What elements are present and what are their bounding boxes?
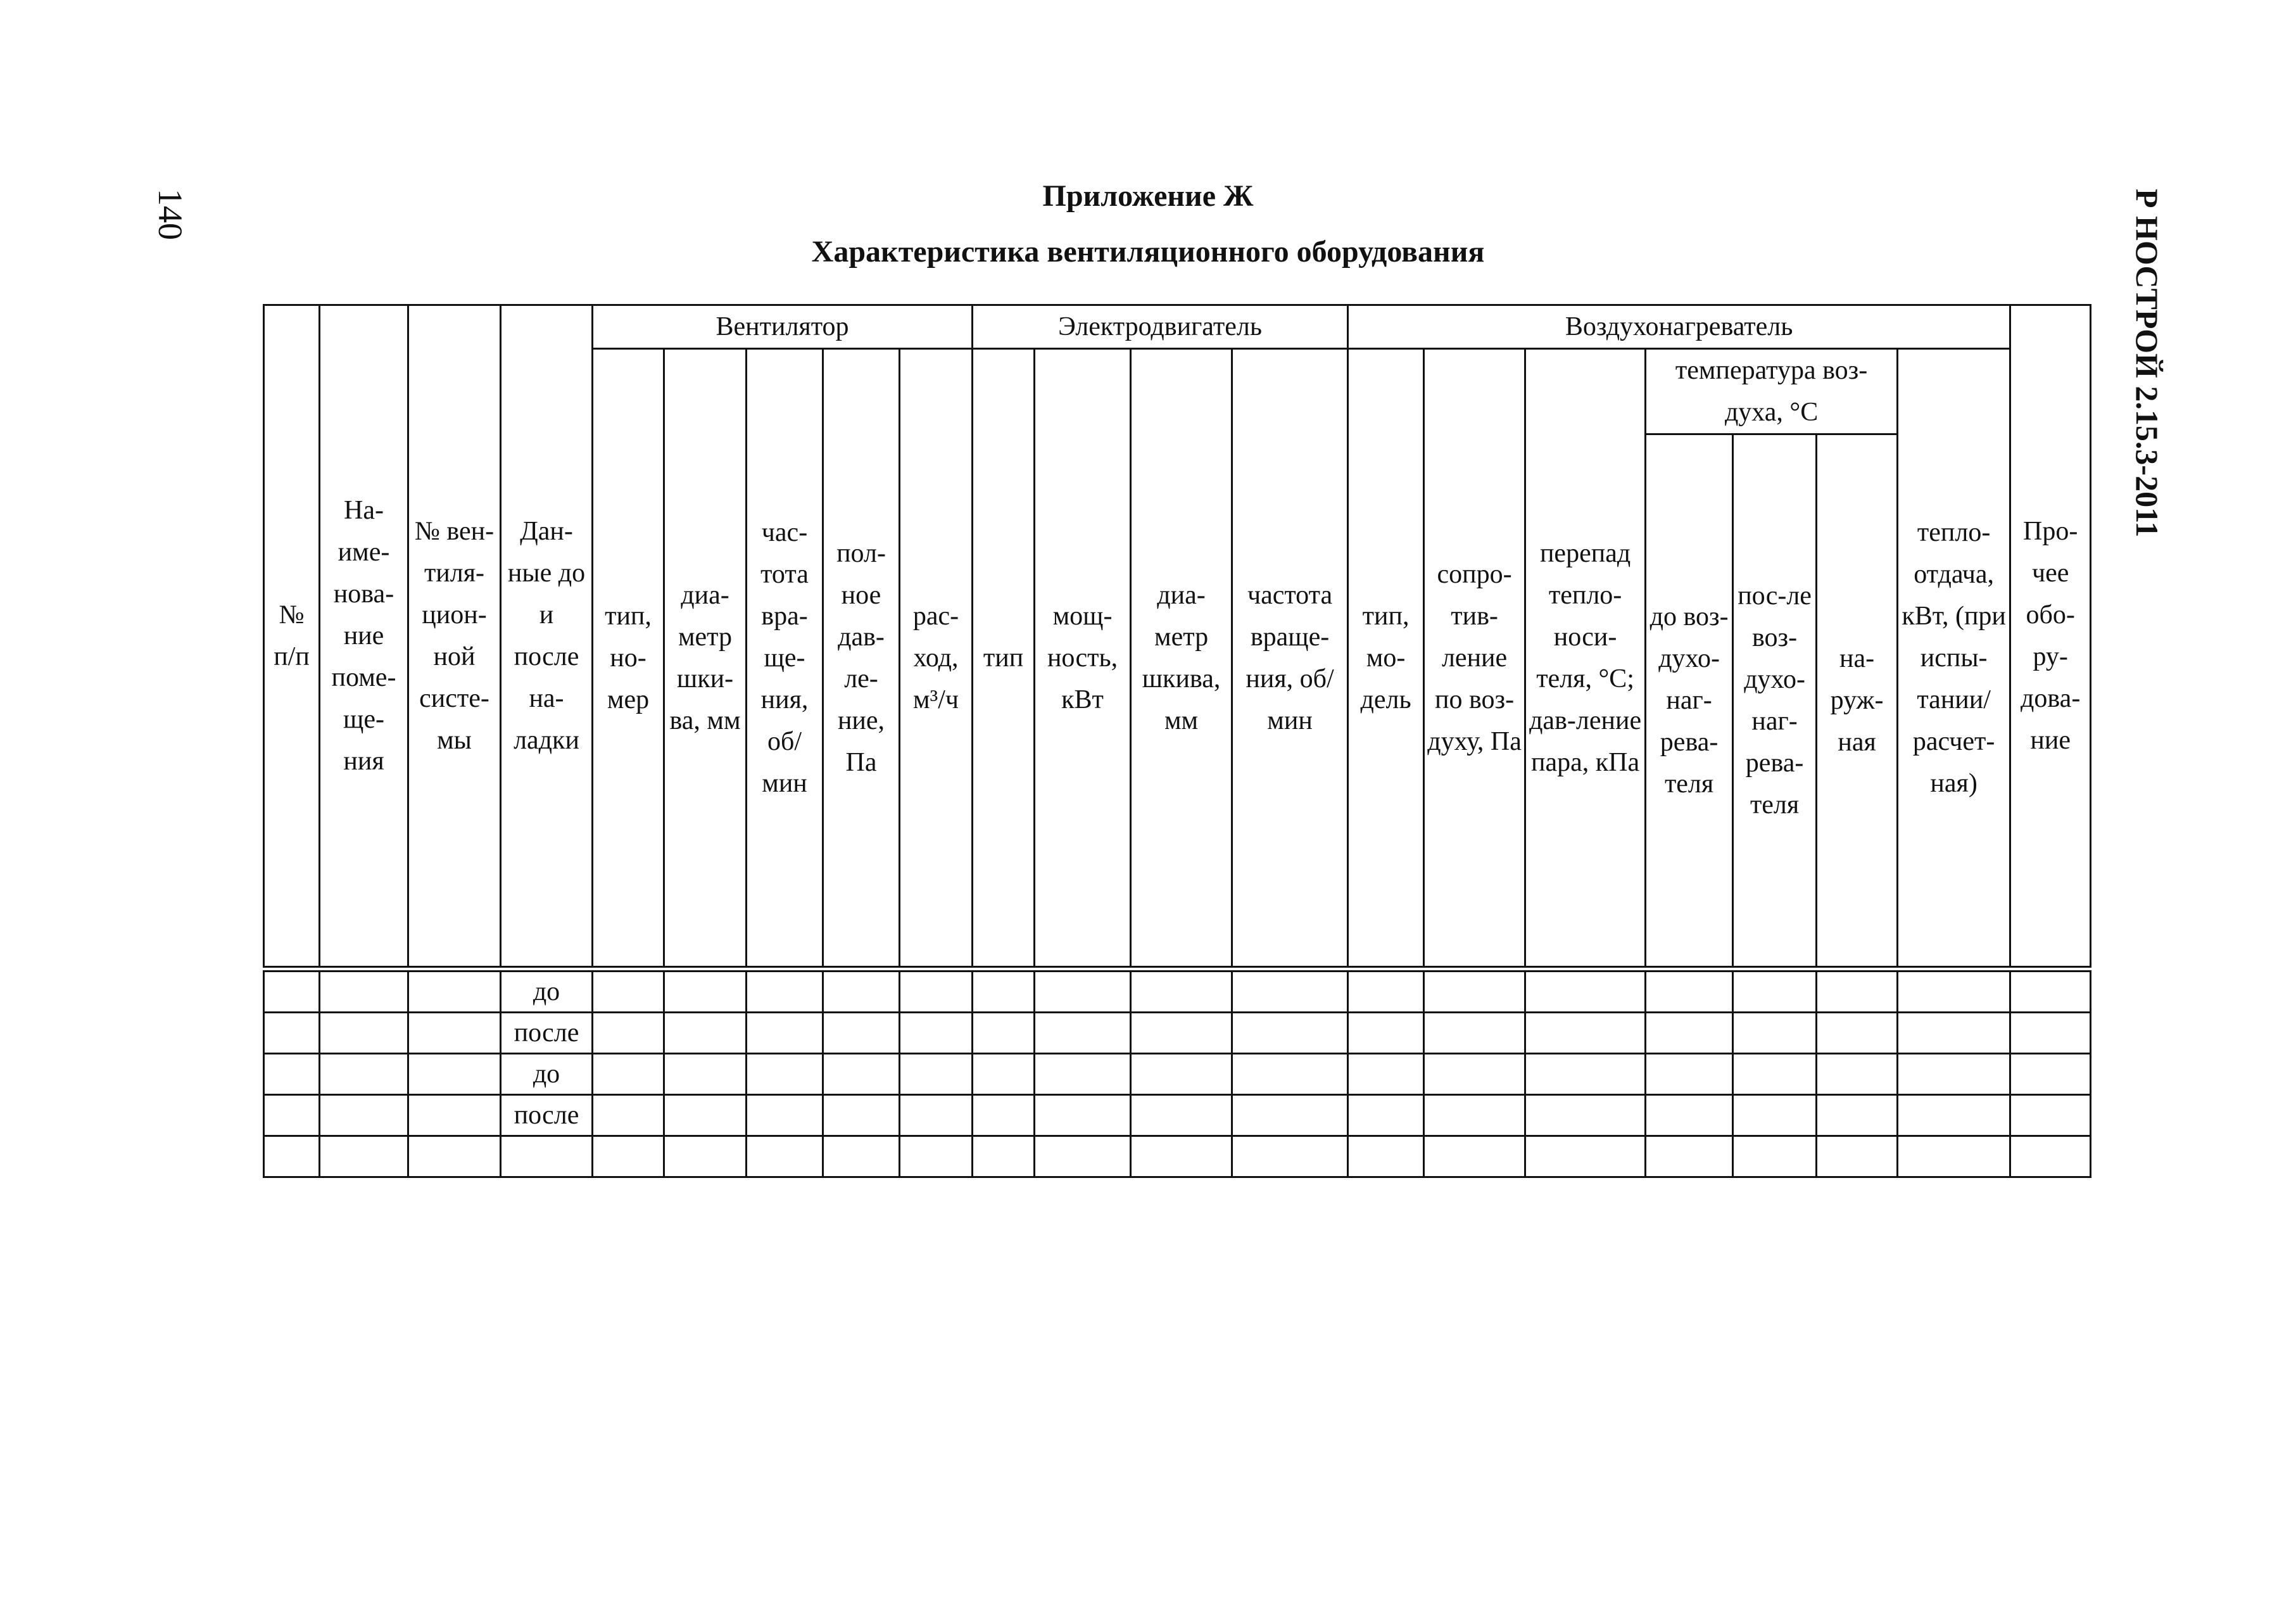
table-row [264,1136,2091,1177]
table-cell [593,1054,664,1095]
table-row [264,1054,2091,1095]
col-motor-speed-header: частота враще-ния, об/мин [1232,349,1348,970]
col-fan-type-header: тип, но-мер [593,349,664,970]
col-heater-drop-header: перепад тепло-носи-теля, °С; дав-ление пара, кПа [1525,349,1646,970]
table-cell [747,1095,823,1136]
table-cell [1898,1013,2010,1054]
group-heater-header: Воздухонагреватель [1348,305,2010,349]
appendix-title: Приложение Ж [1042,179,1254,213]
table-cell [1646,1013,1733,1054]
table-cell [900,1013,973,1054]
table-cell [1898,1054,2010,1095]
table-cell [973,1136,1035,1177]
table-cell [1733,969,1817,1013]
table-cell [1424,1054,1525,1095]
col-heater-resistance-header: сопро-тив-ление по воз-духу, Па [1424,349,1525,970]
table-cell [1348,1095,1424,1136]
group-fan-header: Вентилятор [593,305,973,349]
table-cell [973,1054,1035,1095]
group-motor-header: Электродвигатель [973,305,1348,349]
table-cell [664,1013,747,1054]
table-cell [1424,1013,1525,1054]
table-cell [2010,1095,2091,1136]
table-cell [1646,969,1733,1013]
table-cell [823,969,900,1013]
col-data-header: Дан-ные до и после на-ладки [501,305,593,970]
table-cell [1733,1013,1817,1054]
table-cell [900,1095,973,1136]
table-cell [1232,1013,1348,1054]
table-cell [1817,1095,1898,1136]
table-cell [1348,1054,1424,1095]
table-cell [1035,1013,1131,1054]
table-cell [664,1095,747,1136]
table-cell [1035,969,1131,1013]
col-motor-pulley-header: диа-метр шкива, мм [1131,349,1232,970]
table-cell [973,1095,1035,1136]
table-cell [1232,1095,1348,1136]
col-fan-pulley-header: диа-метр шки-ва, мм [664,349,747,970]
table-cell [2010,1054,2091,1095]
table-cell [1348,1013,1424,1054]
col-heat-output-header: тепло-отдача, кВт, (при испы-тании/ расчет-ная) [1898,349,2010,970]
table-cell [408,1054,501,1095]
col-fan-flow-header: рас-ход, м³/ч [900,349,973,970]
table-row [264,1013,2091,1054]
table-cell [593,1095,664,1136]
col-num-header: № п/п [264,305,320,970]
table-cell [593,1013,664,1054]
table-cell [2010,1136,2091,1177]
table-cell [408,1095,501,1136]
table-cell [1035,1095,1131,1136]
table-cell [1898,1136,2010,1177]
table-cell [320,969,408,1013]
table-cell [1525,1095,1646,1136]
table-cell [408,1136,501,1177]
data-stage-cell [501,1136,593,1177]
table-cell [664,969,747,1013]
table-cell [1525,1054,1646,1095]
col-temp-before-header: до воз-духо-наг-рева-теля [1646,434,1733,970]
table-title: Характеристика вентиляционного оборудования [811,235,1485,269]
data-stage-cell: после [501,1013,593,1054]
col-fan-pressure-header: пол-ное дав-ле-ние, Па [823,349,900,970]
table-cell [1131,1054,1232,1095]
table-cell [900,1136,973,1177]
table-cell [1131,1136,1232,1177]
group-air-temp-header: температура воз-духа, °С [1646,349,1898,434]
col-temp-outdoor-header: на-руж-ная [1817,434,1898,970]
table-cell [1646,1136,1733,1177]
table-cell [2010,1013,2091,1054]
table-cell [264,1136,320,1177]
data-stage-cell: до [501,1054,593,1095]
col-other-header: Про-чее обо-ру-дова-ние [2010,305,2091,970]
page-number: 140 [151,189,189,240]
col-fan-speed-header: час-тота вра-ще-ния, об/ мин [747,349,823,970]
table-row [264,1095,2091,1136]
table-cell [264,969,320,1013]
table-cell [823,1054,900,1095]
table-cell [1733,1136,1817,1177]
table-cell [747,969,823,1013]
table-body [264,969,2091,1177]
table-cell [664,1136,747,1177]
col-room-header: На-име-нова-ние поме-ще-ния [320,305,408,970]
table-cell [823,1136,900,1177]
table-cell [1525,1136,1646,1177]
table-cell [900,1054,973,1095]
table-cell [1525,1013,1646,1054]
table-cell [593,1136,664,1177]
table-cell [823,1095,900,1136]
table-cell [973,1013,1035,1054]
col-motor-type-header: тип [973,349,1035,970]
col-motor-power-header: мощ-ность, кВт [1035,349,1131,970]
table-cell [1131,1095,1232,1136]
table-cell [1424,969,1525,1013]
equipment-table [263,304,2091,1178]
data-stage-cell: до [501,969,593,1013]
table-cell [1817,969,1898,1013]
table-cell [264,1013,320,1054]
table-cell [320,1054,408,1095]
table-cell [1348,1136,1424,1177]
table-cell [1817,1136,1898,1177]
table-row [264,969,2091,1013]
table-cell [1817,1054,1898,1095]
table-cell [1035,1054,1131,1095]
table-cell [664,1054,747,1095]
table-cell [1232,1136,1348,1177]
table-cell [2010,969,2091,1013]
table-cell [320,1013,408,1054]
table-cell [408,1013,501,1054]
table-cell [1424,1136,1525,1177]
table-cell [264,1054,320,1095]
table-cell [320,1136,408,1177]
table-cell [320,1095,408,1136]
table-cell [747,1054,823,1095]
table-cell [1817,1013,1898,1054]
table-cell [1733,1054,1817,1095]
table-cell [1898,969,2010,1013]
table-cell [1232,1054,1348,1095]
table-cell [1232,969,1348,1013]
table-cell [1131,969,1232,1013]
table-cell [1035,1136,1131,1177]
table-cell [1525,969,1646,1013]
table-cell [1646,1095,1733,1136]
table-cell [1131,1013,1232,1054]
table-cell [264,1095,320,1136]
table-cell [747,1136,823,1177]
table-cell [900,969,973,1013]
table-cell [408,969,501,1013]
table-cell [973,969,1035,1013]
col-heater-model-header: тип, мо-дель [1348,349,1424,970]
table-cell [593,969,664,1013]
table-cell [1348,969,1424,1013]
data-stage-cell: после [501,1095,593,1136]
table-cell [1898,1095,2010,1136]
col-system-header: № вен-тиля-цион-ной систе-мы [408,305,501,970]
table-cell [747,1013,823,1054]
table-cell [1424,1095,1525,1136]
table-cell [1733,1095,1817,1136]
table-cell [823,1013,900,1054]
col-temp-after-header: пос-ле воз-духо-наг-рева-теля [1733,434,1817,970]
document-code: Р НОСТРОЙ 2.15.3-2011 [2129,189,2165,538]
table-cell [1646,1054,1733,1095]
